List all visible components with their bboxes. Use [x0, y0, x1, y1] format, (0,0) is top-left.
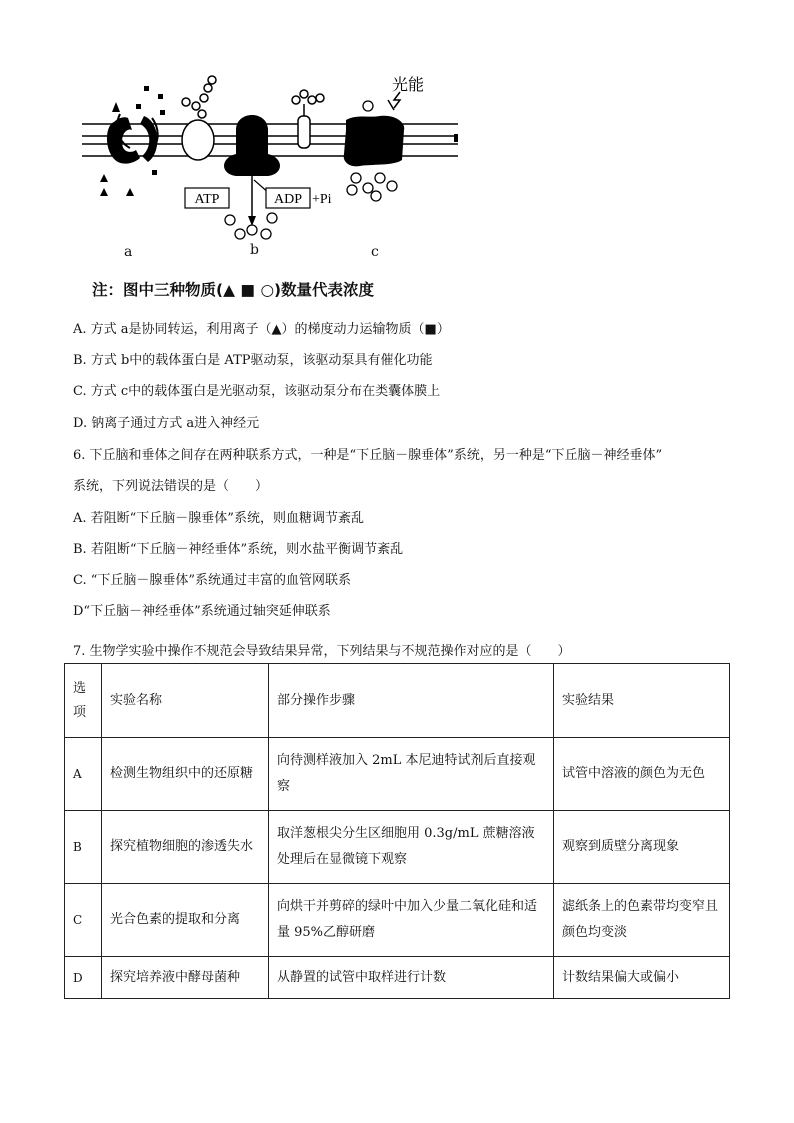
experiment-table — [64, 663, 730, 999]
membrane-transport-figure — [70, 70, 470, 270]
q6-stem-line1: 6. 下丘脑和垂体之间存在两种联系方式，一种是“下丘脑－腺垂体”系统，另一种是“下丘脑－神经垂体” — [73, 448, 663, 463]
pi-label: +Pi — [312, 192, 332, 207]
table-cell: 计数结果偏大或偏小 — [554, 957, 730, 999]
cotransporter-a — [100, 86, 165, 196]
table-cell: 试管中溶液的颜色为无色 — [554, 738, 730, 811]
q6-option-d: D“下丘脑－神经垂体”系统通过轴突延伸联系 — [73, 604, 331, 619]
q5-option-c: C. 方式 c中的载体蛋白是光驱动泵，该驱动泵分布在类囊体膜上 — [73, 384, 441, 399]
table-cell: 取洋葱根尖分生区细胞用 0.3g/mL 蔗糖溶液处理后在显微镜下观察 — [269, 811, 554, 884]
q5-option-a: A. 方式 a是协同转运，利用离子（▲）的梯度动力运输物质（■） — [73, 322, 450, 337]
table-cell: 向待测样液加入 2mL 本尼迪特试剂后直接观察 — [269, 738, 554, 811]
table-row — [65, 884, 730, 957]
table-header: 部分操作步骤 — [269, 664, 554, 738]
glycoprotein — [182, 76, 216, 160]
table-header: 实验名称 — [102, 664, 269, 738]
table-cell: C — [65, 884, 102, 957]
label-c: c — [371, 244, 379, 260]
label-b: b — [250, 242, 259, 258]
table-cell: D — [65, 957, 102, 999]
table-header: 选项 — [65, 664, 102, 738]
table-row — [65, 738, 730, 811]
receptor — [292, 90, 324, 148]
atp-pump-b — [224, 115, 280, 226]
table-row — [65, 811, 730, 884]
table-header: 实验结果 — [554, 664, 730, 738]
q5-option-b: B. 方式 b中的载体蛋白是 ATP驱动泵，该驱动泵具有催化功能 — [73, 353, 433, 368]
table-cell: A — [65, 738, 102, 811]
light-pump-c — [344, 92, 405, 166]
light-energy-label: 光能 — [392, 75, 425, 94]
table-cell: 探究培养液中酵母菌种 — [102, 957, 269, 999]
table-header-row — [65, 664, 730, 738]
q7-stem: 7. 生物学实验中操作不规范会导致结果异常，下列结果与不规范操作对应的是（ ） — [73, 644, 571, 659]
table-cell: 探究植物细胞的渗透失水 — [102, 811, 269, 884]
figure-note: 注：图中三种物质(▲ ■ ○)数量代表浓度 — [92, 281, 375, 299]
adp-label: ADP — [273, 192, 303, 207]
table-cell: 向烘干并剪碎的绿叶中加入少量二氧化硅和适量 95%乙醇研磨 — [269, 884, 554, 957]
table-cell: 从静置的试管中取样进行计数 — [269, 957, 554, 999]
table-cell: 滤纸条上的色素带均变窄且颜色均变淡 — [554, 884, 730, 957]
label-a: a — [124, 244, 133, 260]
atp-label: ATP — [194, 192, 220, 207]
q6-option-a: A. 若阻断“下丘脑－腺垂体”系统，则血糖调节紊乱 — [73, 511, 364, 526]
table-cell: 检测生物组织中的还原糖 — [102, 738, 269, 811]
q6-option-b: B. 若阻断“下丘脑－神经垂体”系统，则水盐平衡调节紊乱 — [73, 542, 404, 557]
table-cell: 光合色素的提取和分离 — [102, 884, 269, 957]
q5-option-d: D. 钠离子通过方式 a进入神经元 — [73, 416, 260, 431]
q6-option-c: C. “下丘脑－腺垂体”系统通过丰富的血管网联系 — [73, 573, 352, 588]
table-cell: 观察到质壁分离现象 — [554, 811, 730, 884]
table-cell: B — [65, 811, 102, 884]
table-row — [65, 957, 730, 999]
q6-stem-line2: 系统，下列说法错误的是（ ） — [73, 479, 269, 494]
